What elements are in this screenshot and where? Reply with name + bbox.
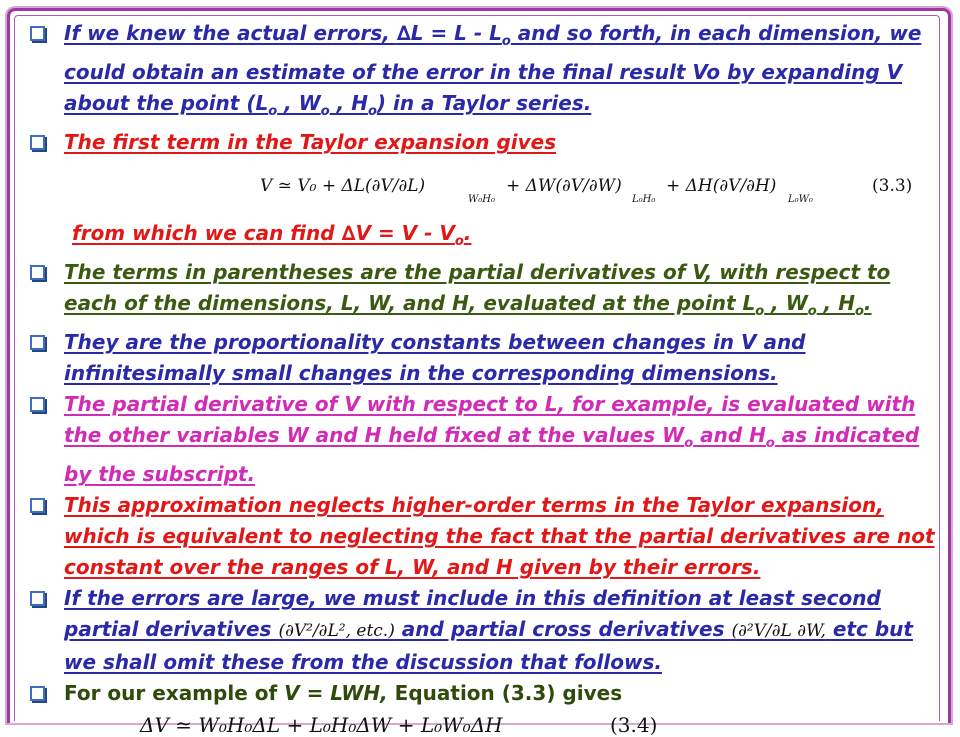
bullet-example-lwh: [28, 678, 940, 709]
subscript: o: [807, 304, 817, 319]
bullet-partial-derivatives: [28, 257, 940, 327]
v-equals-lwh: V = LWH,: [284, 681, 388, 705]
text-segment: The terms in parentheses are the partial derivatives of V, with respect to each of the dimensions, L, W, and H, evaluated at the point L: [64, 260, 891, 315]
text-segment: and H: [693, 423, 766, 447]
text-segment: etc but we shall omit these from the discussion that follows.: [64, 617, 913, 674]
bullet-text: They are the proportionality constants between changes in V and infinitesimally small changes in the corresponding dimensions.: [64, 330, 806, 385]
text-segment: The partial derivative of V with respect to L, for example, is evaluated with the other variables W and H held fixed at the values W: [64, 392, 916, 447]
equation-subscript: L₀W₀: [788, 194, 813, 205]
cross-derivative-expression: (∂²V/∂L ∂W,: [731, 621, 826, 641]
bullet-first-term-continued: [28, 218, 940, 257]
bullet-first-term: [28, 127, 940, 158]
text-segment: , H: [329, 91, 368, 115]
bullet-square-icon: [30, 498, 45, 513]
text-segment: .: [863, 291, 872, 315]
text-segment: ) in a Taylor series.: [376, 91, 592, 115]
subscript: o: [854, 304, 864, 319]
subscript: o: [320, 104, 330, 119]
delta-v-expression: ∆V = V - V: [341, 221, 455, 245]
subscript: o: [268, 104, 278, 119]
text-segment: and so forth, in each dimension, we could obtain an estimate of the error in the final result Vo by expanding V about the point (L: [64, 21, 922, 115]
bullet-partial-derivative-example: [28, 389, 940, 490]
text-segment: and partial cross derivatives: [394, 617, 732, 641]
bullet-text: This approximation neglects higher-order terms in the Taylor expansion, which is equivalent to neglecting the fact that the partial derivatives are not constant over the ranges of L, W, and H given by their errors.: [64, 493, 935, 579]
equation-label: (3.3): [872, 176, 913, 196]
subscript: o: [501, 34, 511, 49]
text-segment: .: [463, 221, 472, 245]
text-segment: , H: [816, 291, 855, 315]
text-segment: Equation (3.3) gives: [387, 681, 623, 705]
bullet-proportionality: [28, 327, 940, 389]
bullet-approximation: [28, 490, 940, 583]
bullet-square-icon: [30, 591, 45, 606]
bullet-square-icon: [30, 397, 45, 412]
equation-term: + ΔH(∂V/∂H): [666, 176, 777, 196]
text-segment: , W: [277, 91, 321, 115]
equation-subscript: W₀H₀: [468, 194, 496, 205]
text-segment: from which we can find: [72, 221, 342, 245]
bullet-square-icon: [30, 335, 45, 350]
text-segment: If we knew the actual errors,: [64, 21, 397, 45]
delta-l-expression: ∆L = L - L: [396, 21, 502, 45]
subscript: o: [684, 436, 694, 451]
equation-label: (3.4): [610, 713, 658, 737]
equation-term: ΔV ≃ W₀H₀ΔL + L₀H₀ΔW + L₀W₀ΔH: [140, 713, 503, 737]
text-segment: If the errors are large, we must include in this definition at least second partial derivatives: [64, 586, 881, 641]
text-segment: , W: [764, 291, 808, 315]
equation-3-4: [140, 709, 940, 737]
subscript: o: [454, 234, 464, 249]
subscript: o: [367, 104, 377, 119]
text-segment: For our example of: [64, 681, 285, 705]
equation-term: + ΔW(∂V/∂W): [506, 176, 622, 196]
equation-term: V ≃ V₀ + ΔL(∂V/∂L): [260, 176, 426, 196]
bullet-text: The first term in the Taylor expansion gives: [64, 130, 557, 154]
subscript: o: [765, 436, 775, 451]
second-partial-expression: (∂V²/∂L², etc.): [278, 621, 395, 641]
subscript: o: [755, 304, 765, 319]
equation-3-3: [260, 160, 940, 220]
bullet-square-icon: [30, 265, 45, 280]
bullet-square-icon: [30, 26, 45, 41]
slide-content: [28, 18, 940, 737]
bullet-actual-errors: [28, 18, 940, 127]
bullet-square-icon: [30, 135, 45, 150]
bullet-large-errors: [28, 583, 940, 678]
equation-subscript: L₀H₀: [632, 194, 656, 205]
text-segment: as indicated by the subscript.: [64, 423, 920, 486]
bullet-square-icon: [30, 686, 45, 701]
